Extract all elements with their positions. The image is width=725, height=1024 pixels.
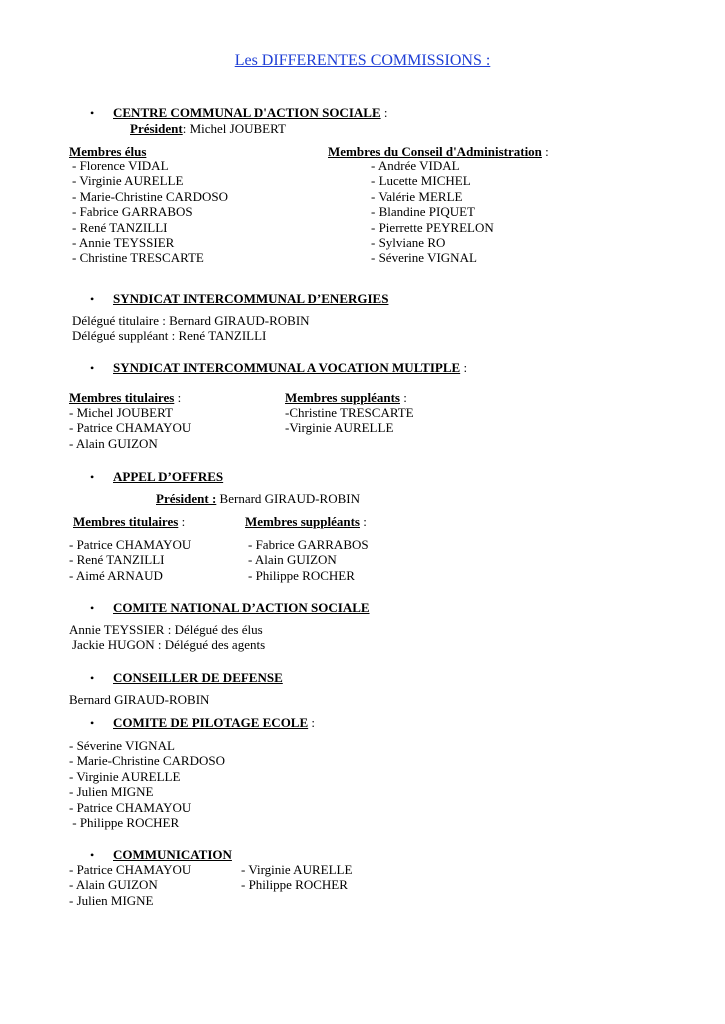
- list-item: - Patrice CHAMAYOU: [69, 799, 192, 815]
- ccas-elus-list: [72, 158, 228, 266]
- sie-titulaire: Délégué titulaire : Bernard GIRAUD-ROBIN: [72, 313, 310, 328]
- list-item: - Valérie MERLE: [371, 188, 463, 204]
- list-item: - Julien MIGNE: [69, 784, 154, 800]
- bullet-icon: •: [90, 470, 95, 484]
- list-item: - Alain GUIZON: [69, 877, 158, 893]
- ccas-ca-heading: Membres du Conseil d'Administration :: [328, 144, 549, 159]
- section-communication-heading: • COMMUNICATION: [90, 847, 232, 862]
- list-item: - Julien MIGNE: [69, 892, 154, 908]
- cnas-agents: Jackie HUGON : Délégué des agents: [72, 637, 266, 652]
- list-item: - Annie TEYSSIER: [72, 235, 175, 251]
- bullet-icon: •: [90, 106, 95, 120]
- appel-titulaires-heading: Membres titulaires :: [73, 514, 186, 529]
- list-item: -Virginie AURELLE: [285, 420, 394, 436]
- bullet-icon: •: [90, 601, 95, 615]
- appel-suppleants-list: [248, 537, 369, 583]
- list-item: - Philippe ROCHER: [241, 877, 348, 893]
- appel-titulaires-list: [69, 537, 191, 583]
- list-item: - Virginie AURELLE: [72, 173, 184, 189]
- list-item: - Michel JOUBERT: [69, 405, 173, 420]
- ccas-title: CENTRE COMMUNAL D'ACTION SOCIALE: [113, 105, 381, 120]
- sivom-titulaires-heading: Membres titulaires :: [69, 390, 182, 405]
- ccas-president-value: : Michel JOUBERT: [182, 121, 286, 136]
- list-item: - Fabrice GARRABOS: [248, 537, 369, 552]
- list-item: - Virginie AURELLE: [69, 768, 181, 784]
- communication-col2-list: [241, 862, 352, 893]
- list-item: - Florence VIDAL: [72, 158, 169, 173]
- section-ecole-heading: • COMITE DE PILOTAGE ECOLE :: [90, 715, 316, 730]
- appel-president: Président : Bernard GIRAUD-ROBIN: [156, 491, 360, 506]
- sivom-suppleants-list: [285, 405, 414, 436]
- section-cnas-heading: • COMITE NATIONAL D’ACTION SOCIALE: [90, 600, 370, 615]
- list-item: - Séverine VIGNAL: [371, 250, 477, 266]
- list-item: - Fabrice GARRABOS: [72, 204, 193, 220]
- list-item: - Virginie AURELLE: [241, 862, 353, 877]
- list-item: - Patrice CHAMAYOU: [69, 862, 192, 877]
- list-item: - Blandine PIQUET: [371, 204, 475, 220]
- sivom-titulaires-list: [69, 405, 191, 451]
- section-ccas-heading: • CENTRE COMMUNAL D'ACTION SOCIALE :: [90, 105, 388, 120]
- ccas-president-label: Président: [130, 121, 183, 136]
- cnas-elus: Annie TEYSSIER : Délégué des élus: [69, 622, 263, 637]
- list-item: -Christine TRESCARTE: [285, 405, 414, 420]
- list-item: - Philippe ROCHER: [248, 567, 355, 583]
- list-item: - Alain GUIZON: [69, 435, 158, 451]
- list-item: - Andrée VIDAL: [371, 158, 460, 173]
- bullet-icon: •: [90, 671, 95, 685]
- ccas-elus-heading: Membres élus: [69, 144, 147, 159]
- list-item: - Aimé ARNAUD: [69, 567, 163, 583]
- list-item: - Christine TRESCARTE: [72, 250, 204, 266]
- list-item: - Lucette MICHEL: [371, 173, 471, 189]
- bullet-icon: •: [90, 716, 95, 730]
- list-item: - René TANZILLI: [69, 552, 165, 568]
- appel-suppleants-heading: Membres suppléants :: [245, 514, 367, 529]
- page-title: Les DIFFERENTES COMMISSIONS :: [234, 52, 491, 69]
- sie-suppleant: Délégué suppléant : René TANZILLI: [72, 328, 267, 343]
- list-item: - Séverine VIGNAL: [69, 738, 175, 753]
- communication-col1-list: [69, 862, 191, 908]
- section-sivom-heading: • SYNDICAT INTERCOMMUNAL A VOCATION MULTIPLE :: [90, 360, 468, 375]
- list-item: - René TANZILLI: [72, 219, 168, 235]
- section-appel-heading: • APPEL D’OFFRES: [90, 469, 224, 484]
- list-item: - Marie-Christine CARDOSO: [72, 188, 228, 204]
- ccas-president: [130, 121, 286, 136]
- bullet-icon: •: [90, 292, 95, 306]
- bullet-icon: •: [90, 361, 95, 375]
- list-item: - Patrice CHAMAYOU: [69, 420, 192, 436]
- defense-member: Bernard GIRAUD-ROBIN: [69, 692, 210, 707]
- list-item: - Patrice CHAMAYOU: [69, 537, 192, 552]
- list-item: - Philippe ROCHER: [69, 815, 180, 831]
- section-defense-heading: • CONSEILLER DE DEFENSE: [90, 670, 283, 685]
- list-item: - Marie-Christine CARDOSO: [69, 753, 225, 769]
- list-item: - Pierrette PEYRELON: [371, 219, 494, 235]
- section-sie-heading: • SYNDICAT INTERCOMMUNAL D’ENERGIES: [90, 291, 389, 306]
- list-item: - Sylviane RO: [371, 235, 446, 251]
- ecole-members-list: [69, 738, 225, 830]
- bullet-icon: •: [90, 848, 95, 862]
- list-item: - Alain GUIZON: [248, 552, 337, 568]
- ccas-ca-list: [371, 158, 494, 266]
- sivom-suppleants-heading: Membres suppléants :: [285, 390, 407, 405]
